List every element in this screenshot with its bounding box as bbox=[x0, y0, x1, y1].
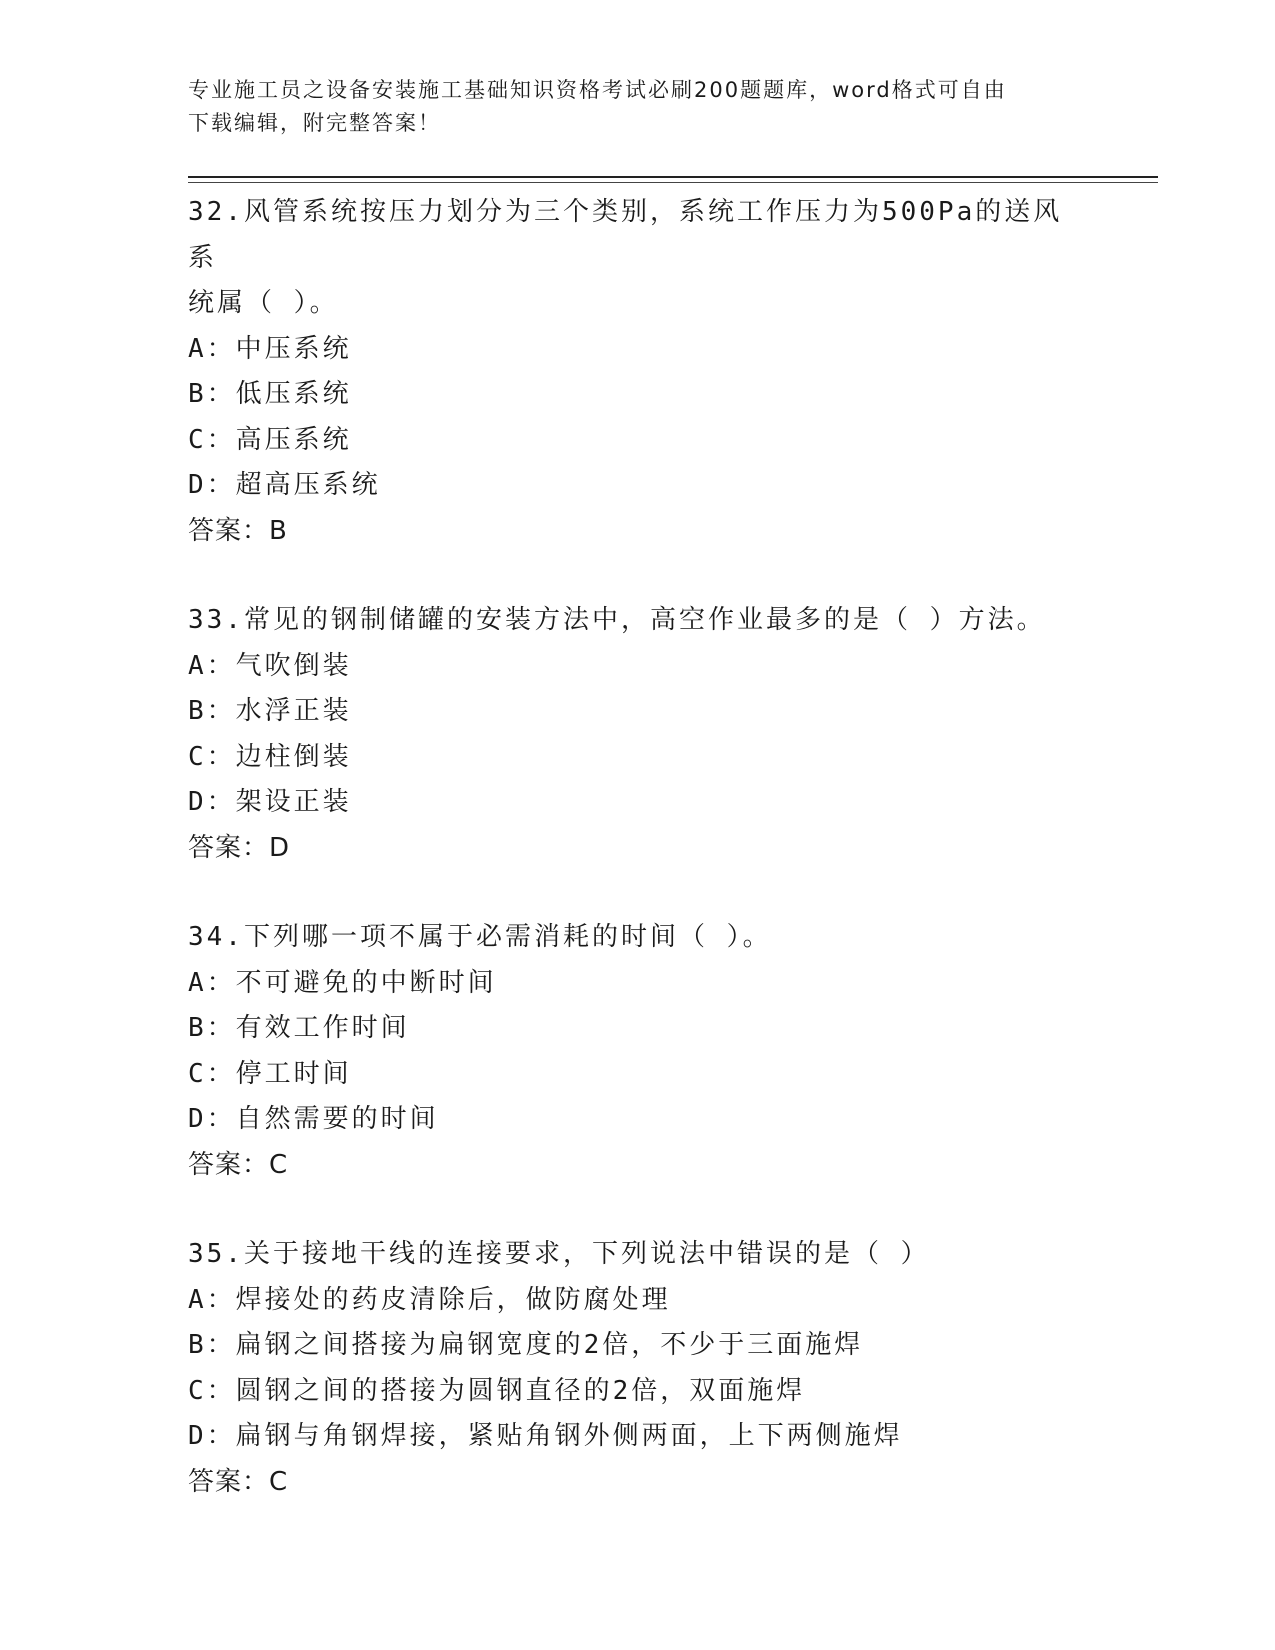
option-b: B：扁钢之间搭接为扁钢宽度的2倍，不少于三面施焊 bbox=[188, 1330, 864, 1360]
question-stem-line-1: 33.常见的钢制储罐的安装方法中，高空作业最多的是（ ）方法。 bbox=[188, 605, 1046, 635]
option-b: B：水浮正装 bbox=[188, 696, 352, 726]
option-c: C：圆钢之间的搭接为圆钢直径的2倍，双面施焊 bbox=[188, 1375, 806, 1406]
option-d: D：架设正装 bbox=[188, 787, 352, 817]
question-32 bbox=[188, 190, 1088, 554]
question-stem-line-1: 32.风管系统按压力划分为三个类别，系统工作压力为500Pa的送风系 bbox=[188, 197, 1063, 273]
option-d: D：自然需要的时间 bbox=[188, 1104, 439, 1134]
option-a: A：焊接处的药皮清除后，做防腐处理 bbox=[188, 1284, 671, 1315]
question-34 bbox=[188, 915, 1088, 1188]
question-35 bbox=[188, 1232, 1088, 1505]
question-stem-line-1: 34.下列哪一项不属于必需消耗的时间（ ）。 bbox=[188, 922, 772, 952]
question-stem-line-2: 统属（ ）。 bbox=[188, 288, 339, 318]
option-c: C：停工时间 bbox=[188, 1058, 352, 1089]
header-line-2: 下载编辑，附完整答案！ bbox=[188, 111, 441, 135]
question-33 bbox=[188, 598, 1088, 871]
option-b: B：低压系统 bbox=[188, 379, 352, 409]
option-c: C：高压系统 bbox=[188, 424, 352, 455]
header-line-1: 专业施工员之设备安装施工基础知识资格考试必刷200题题库，word格式可自由 bbox=[188, 78, 1007, 102]
option-c: C：边柱倒装 bbox=[188, 741, 352, 772]
answer: 答案：B bbox=[188, 515, 288, 546]
option-a: A：中压系统 bbox=[188, 333, 352, 364]
question-stem-line-1: 35.关于接地干线的连接要求，下列说法中错误的是（ ） bbox=[188, 1239, 930, 1269]
option-a: A：气吹倒装 bbox=[188, 650, 352, 681]
answer: 答案：D bbox=[188, 832, 291, 863]
document-header bbox=[188, 74, 1068, 140]
header-divider-thin bbox=[188, 182, 1158, 183]
answer: 答案：C bbox=[188, 1149, 289, 1180]
answer: 答案：C bbox=[188, 1466, 289, 1497]
option-d: D：扁钢与角钢焊接，紧贴角钢外侧两面，上下两侧施焊 bbox=[188, 1421, 903, 1451]
question-list bbox=[188, 190, 1088, 1549]
option-b: B：有效工作时间 bbox=[188, 1013, 410, 1043]
option-d: D：超高压系统 bbox=[188, 470, 381, 500]
header-divider-thick bbox=[188, 176, 1158, 178]
option-a: A：不可避免的中断时间 bbox=[188, 967, 497, 998]
